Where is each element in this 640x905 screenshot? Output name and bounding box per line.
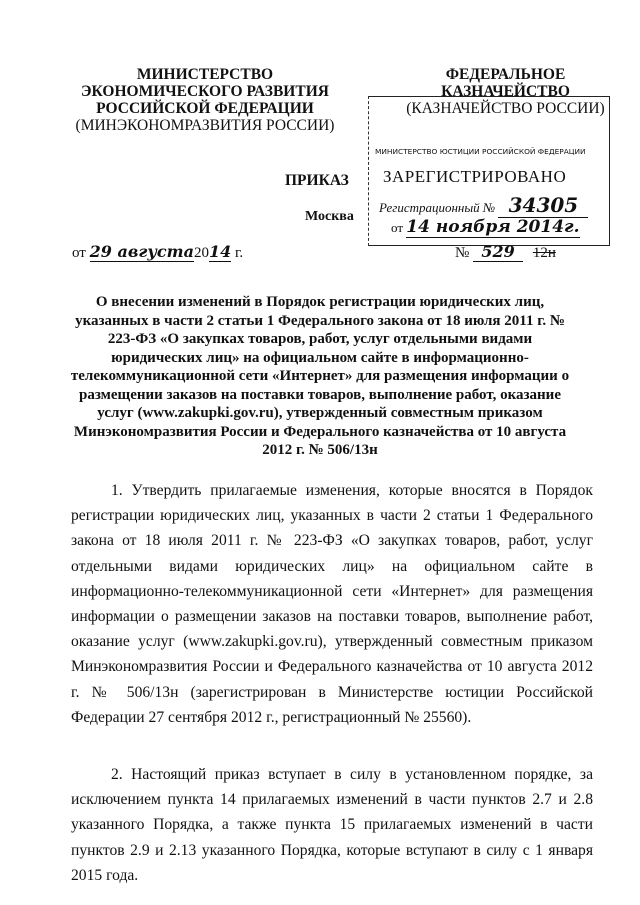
treasury-line-3: (КАЗНАЧЕЙСТВО РОССИИ) <box>406 100 605 117</box>
ministry-header <box>60 66 350 134</box>
city: Москва <box>305 209 354 224</box>
date-year-prefix: 20 <box>193 245 209 261</box>
stamp-registered: ЗАРЕГИСТРИРОВАНО <box>383 167 567 186</box>
order-title: О внесении изменений в Порядок регистрации юридических лиц, указанных в части 2 статьи 1 Федерального закона от 18 июля 2011 г. № 223-ФЗ «О закупках товаров, работ, услуг отдельными видами юридических лиц» на официальном сайте в информационно-телекоммуникационной сети «Интернет» для размещения информации о размещении заказов на поставки товаров, выполнение работ, оказание услуг (www.zakupki.gov.ru), утвержденный совместным приказом Минэкономразвития России и Федерального казначейства от 10 августа 2012 г. № 506/13н <box>70 294 570 458</box>
order-number <box>455 242 556 262</box>
treasury-line-1: ФЕДЕРАЛЬНОЕ <box>445 66 566 83</box>
ministry-line-1: МИНИСТЕРСТВО <box>136 66 274 83</box>
stamp-date: 14 ноября 2014г. <box>406 217 580 237</box>
paragraph-1: 1. Утвердить прилагаемые изменения, которые вносятся в Порядок регистрации юридических лиц, указанных в части 2 статьи 1 Федерального закона от 18 июля 2011 г. № 223-ФЗ «О закупках товаров, работ, услуг отдельными видами юридических лиц» на официальном сайте в информационно-телекоммуникационной сети «Интернет» для размещения информации о размещении заказов на поставки товаров, выполнение работ, оказание услуг (www.zakupki.gov.ru), утвержденный совместным приказом Минэкономразвития России и Федерального казначейства от 10 августа 2012 г. № 506/13н (зарегистрирован в Министерстве юстиции Российской Федерации 27 сентября 2012 г., регистрационный № 25560). <box>71 482 593 726</box>
registration-stamp <box>368 96 610 246</box>
date-year-suffix: 14 <box>208 242 232 261</box>
ministry-line-4: (МИНЭКОНОМРАЗВИТИЯ РОССИИ) <box>75 117 335 134</box>
stamp-reg-label: Регистрационный № <box>379 200 496 215</box>
ministry-line-2: ЭКОНОМИЧЕСКОГО РАЗВИТИЯ <box>81 83 329 100</box>
date-suffix: г. <box>234 245 244 261</box>
paragraph-2: 2. Настоящий приказ вступает в силу в установленном порядке, за исключением пункта 14 прилагаемых изменений в части пунктов 2.7 и 2.8 указанного Порядка, а также пункта 15 прилагаемых изменений в части пунктов 2.9 и 2.13 указанного Порядка, которые вступают в силу с 1 января 2015 года. <box>71 766 593 884</box>
number-prefix: № <box>455 245 470 261</box>
stamp-ministry: МИНИСТЕРСТВО ЮСТИЦИИ РОССИЙСКОЙ ФЕДЕРАЦИИ <box>375 147 586 156</box>
order-date <box>72 242 243 262</box>
order-heading: ПРИКАЗ <box>285 172 349 189</box>
treasury-line-2: КАЗНАЧЕЙСТВО <box>441 83 570 100</box>
stamp-from-label: от <box>391 220 404 235</box>
stamp-date-line <box>391 217 580 238</box>
ministry-line-3: РОССИЙСКОЙ ФЕДЕРАЦИИ <box>96 100 314 117</box>
stamp-reg-number: 34305 <box>498 193 588 218</box>
date-day-month: 29 августа <box>89 242 194 261</box>
number-value: 529 <box>473 242 523 262</box>
number-suffix: 12н <box>532 245 556 261</box>
stamp-reg-number-line <box>379 193 588 218</box>
date-prefix: от <box>72 245 86 261</box>
